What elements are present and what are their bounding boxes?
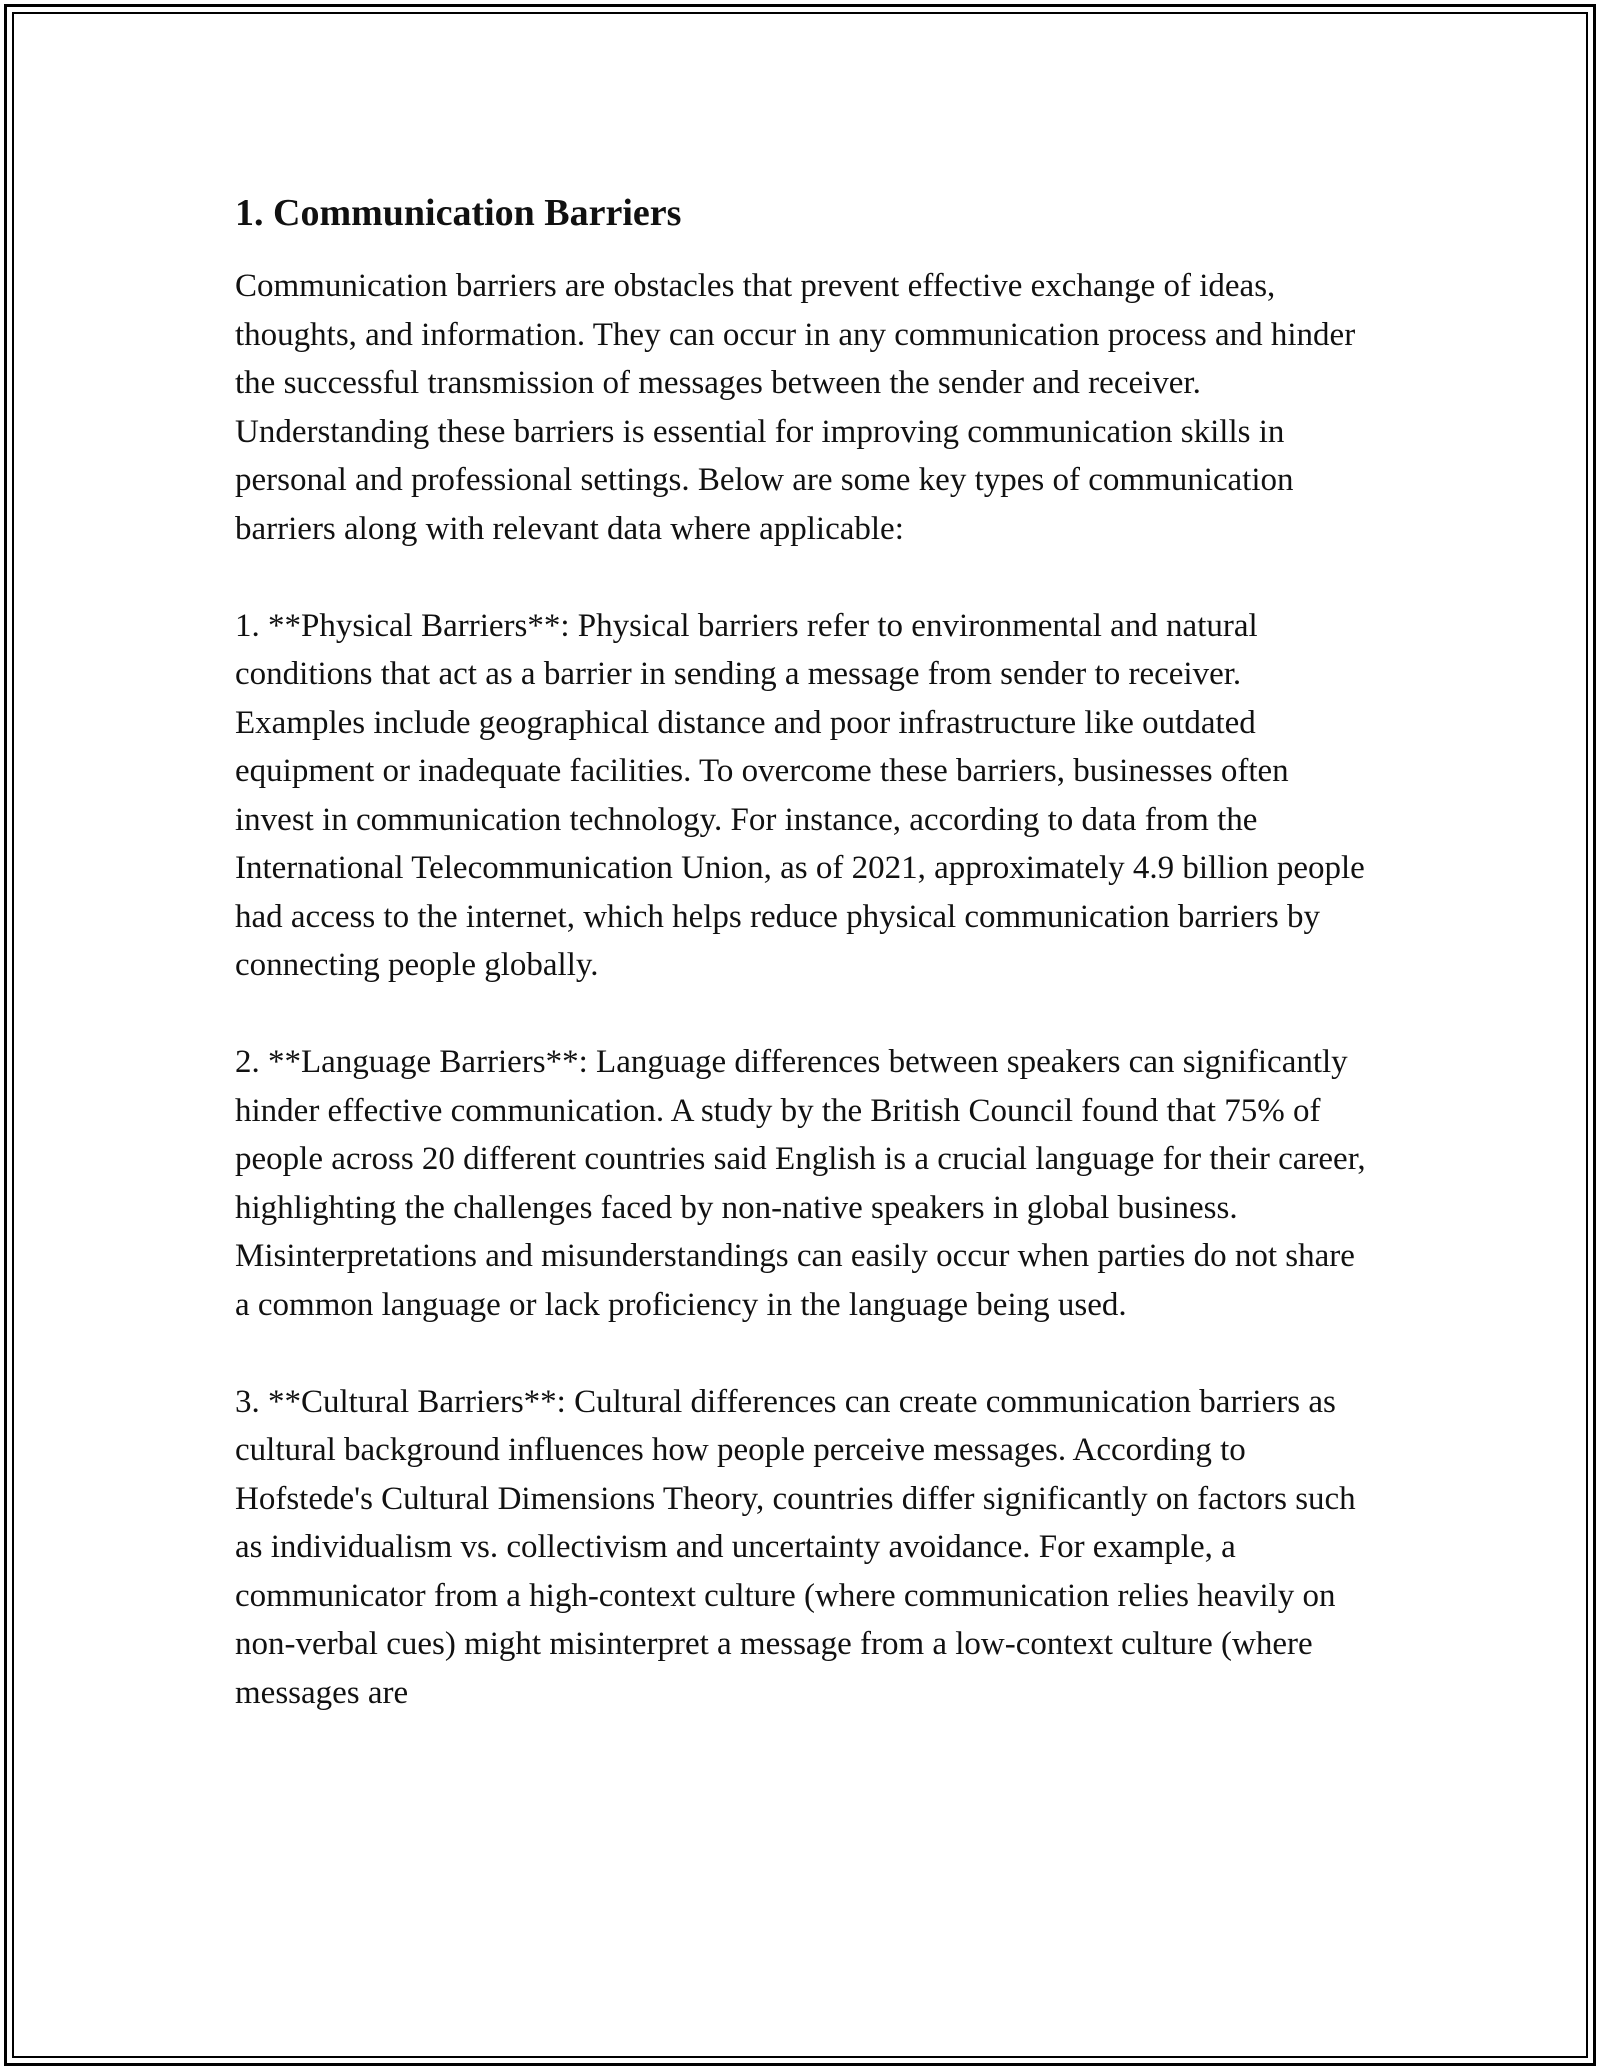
document-body bbox=[235, 186, 1375, 1717]
language-barriers-paragraph: 2. **Language Barriers**: Language differences between speakers can significantly hinder effective communication. A study by the British Council found that 75% of people across 20 different countries said English is a crucial language for their career, highlighting the challenges faced by non-native speakers in global business. Misinterpretations and misunderstandings can easily occur when parties do not share a common language or lack proficiency in the language being used. bbox=[235, 1044, 1366, 1323]
section-heading: 1. Communication Barriers bbox=[235, 192, 682, 234]
physical-barriers-paragraph: 1. **Physical Barriers**: Physical barriers refer to environmental and natural conditions that act as a barrier in sending a message from sender to receiver. Examples include geographical distance and poor infrastructure like outdated equipment or inadequate facilities. To overcome these barriers, businesses often invest in communication technology. For instance, according to data from the International Telecommunication Union, as of 2021, approximately 4.9 billion people had access to the internet, which helps reduce physical communication barriers by connecting people globally. bbox=[235, 607, 1365, 983]
cultural-barriers-paragraph: 3. **Cultural Barriers**: Cultural differences can create communication barriers as cultural background influences how people perceive messages. According to Hofstede's Cultural Dimensions Theory, countries differ significantly on factors such as individualism vs. collectivism and uncertainty avoidance. For example, a communicator from a high-context culture (where communication relies heavily on non-verbal cues) might misinterpret a message from a low-context culture (where messages are bbox=[235, 1383, 1356, 1711]
intro-paragraph: Communication barriers are obstacles that prevent effective exchange of ideas, thoughts, and information. They can occur in any communication process and hinder the successful transmission of messages between the sender and receiver. Understanding these barriers is essential for improving communication skills in personal and professional settings. Below are some key types of communication barriers along with relevant data where applicable: bbox=[235, 268, 1356, 547]
